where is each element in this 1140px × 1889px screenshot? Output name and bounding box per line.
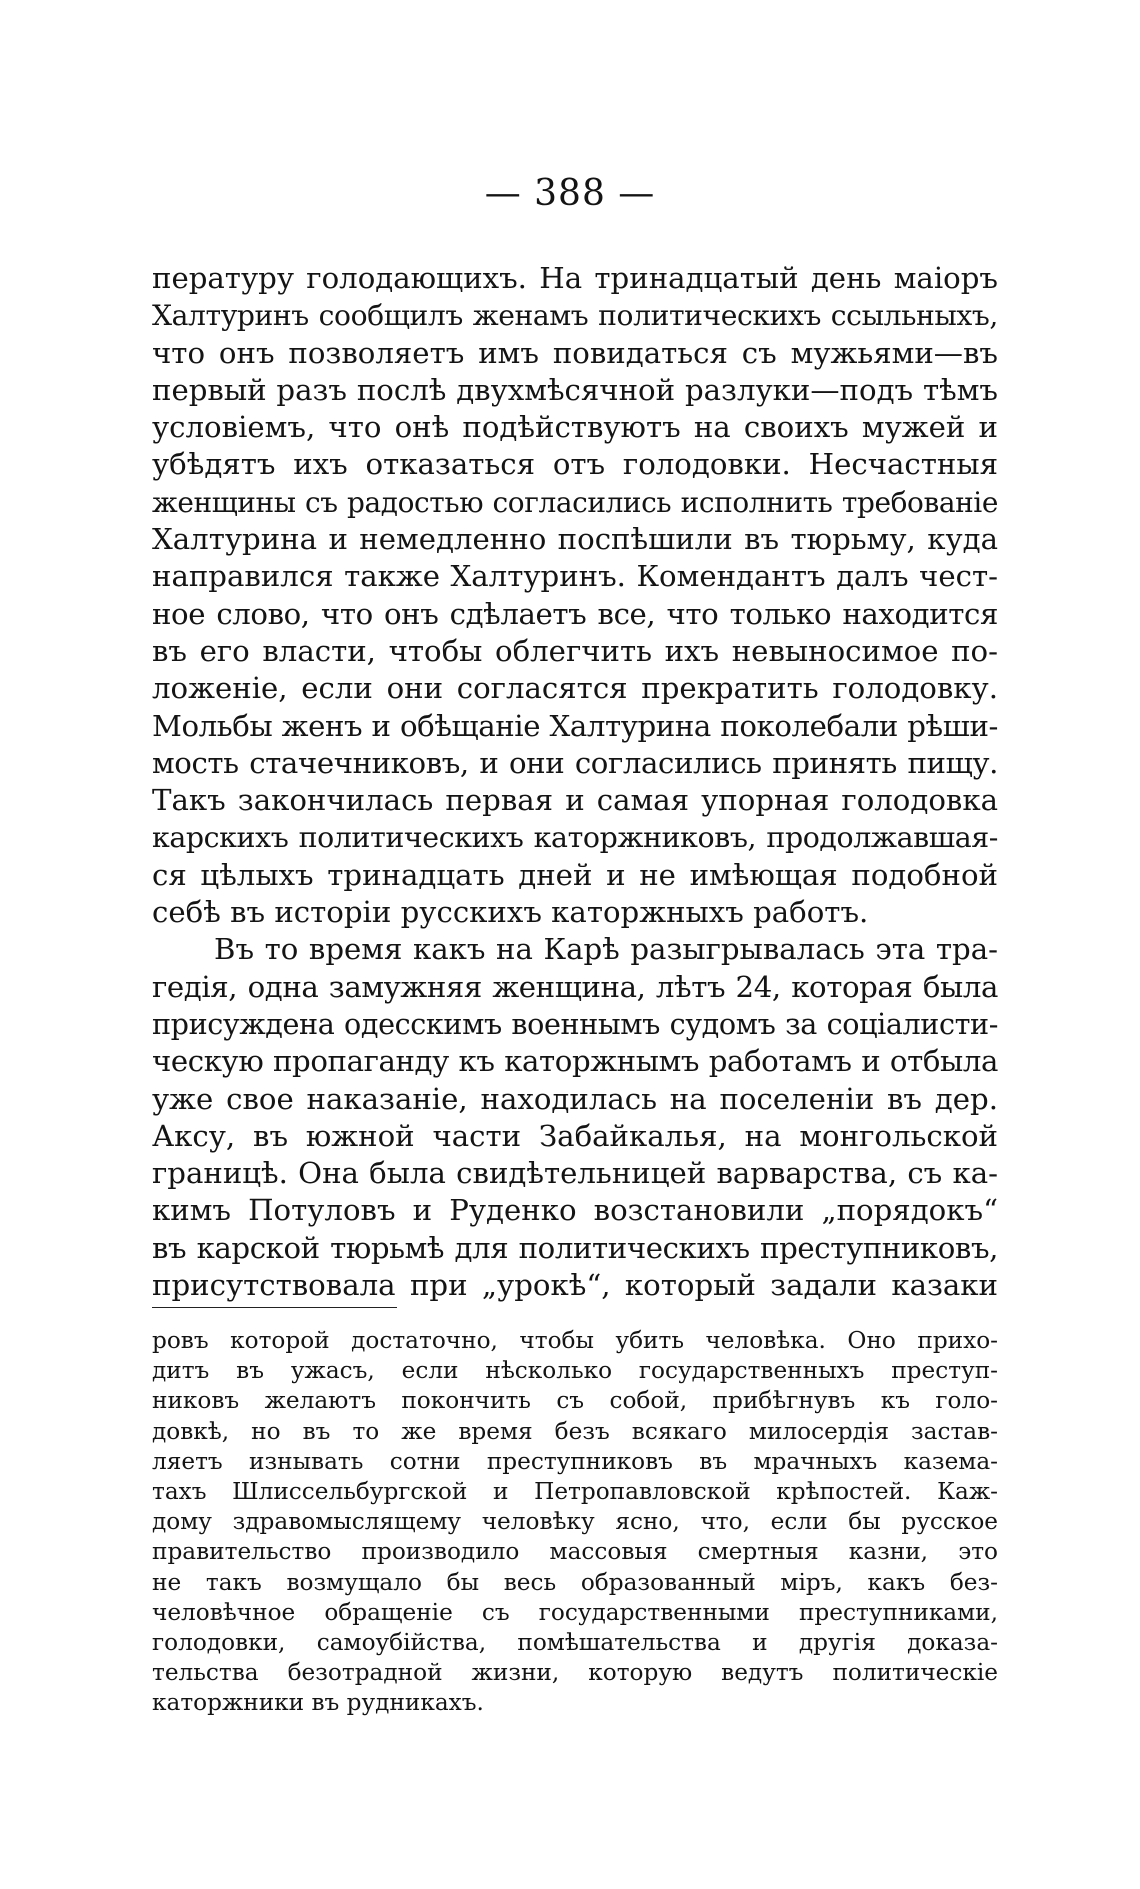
text-line: присутствовала при „урокѣ“, который задали казаки [152,1268,998,1303]
footnote-line: никовъ желаютъ покончить съ собой, прибѣгнувъ къ голо- [152,1387,998,1415]
paragraph [152,260,998,931]
text-line: Такъ закончилась первая и самая упорная голодовка [152,783,998,818]
footnote-line: правительство производило массовыя смертныя казни, это [152,1538,998,1566]
footnote-line: ляетъ изнывать сотни преступниковъ въ мрачныхъ казема- [152,1447,998,1475]
text-line: гедiя, одна замужняя женщина, лѣтъ 24, которая была [152,969,998,1004]
text-line: кимъ Потуловъ и Руденко возстановили „порядокъ“ [152,1193,998,1228]
footnote-line: не такъ возмущало бы весь образованный мiръ, какъ без- [152,1568,998,1596]
footnote-line: человѣчное обращенiе съ государственными преступниками, [152,1598,998,1626]
text-line: Аксу, въ южной части Забайкалья, на монгольской [152,1118,998,1153]
text-line: ное слово, что онъ сдѣлаетъ все, что только находится [152,596,998,631]
text-line: въ его власти, чтобы облегчить ихъ невыносимое по- [152,633,998,668]
footnote-line: довкѣ, но въ то же время безъ всякаго милосердiя застав- [152,1417,998,1445]
text-line: карскихъ политическихъ каторжниковъ, продолжавшая- [152,821,998,855]
text-line: направился также Халтуринъ. Комендантъ далъ чест- [152,559,998,594]
footnote-line: каторжники въ рудникахъ. [152,1689,484,1717]
text-line: первый разъ послѣ двухмѣсячной разлуки—подъ тѣмъ [152,372,998,407]
paragraph [152,931,998,1304]
footnote-divider [152,1307,397,1308]
text-line: пературу голодающихъ. На тринадцатый день маiоръ [152,261,998,295]
text-line: присуждена одесскимъ военнымъ судомъ за соцiалисти- [152,1006,998,1041]
text-line: женщины съ радостью согласились исполнить требованiе [152,485,998,519]
text-line: уже свое наказанiе, находилась на поселенiи въ дер. [152,1081,998,1116]
text-line: въ карской тюрьмѣ для политическихъ преступниковъ, [152,1230,998,1265]
footnote [152,1326,998,1719]
text-line: границѣ. Она была свидѣтельницей варварства, съ ка- [152,1156,998,1191]
text-line: убѣдятъ ихъ отказаться отъ голодовки. Несчастныя [152,447,998,482]
text-line: ческую пропаганду къ каторжнымъ работамъ и отбыла [152,1044,998,1079]
footnote-line: ровъ которой достаточно, чтобы убить человѣка. Оно прихо- [152,1327,998,1354]
text-line: мость стачечниковъ, и они согласились принять пищу. [152,745,998,780]
page-number: — 388 — [484,173,656,214]
footnote-line: тельства безотрадной жизни, которую ведутъ политическiе [152,1659,998,1687]
text-line: условiемъ, что онѣ подѣйствуютъ на своихъ мужей и [152,410,998,445]
main-text [152,260,998,1304]
footnote-line: дому здравомыслящему человѣку ясно, что, если бы русское [152,1508,998,1536]
footnote-line: дитъ въ ужасъ, если нѣсколько государственныхъ преступ- [152,1357,998,1385]
text-line: Халтуринъ сообщилъ женамъ политическихъ ссыльныхъ, [152,299,998,333]
text-line: Мольбы женъ и обѣщанiе Халтурина поколебали рѣши- [152,708,998,743]
footnote-line: тахъ Шлиссельбургской и Петропавловской крѣпостей. Каж- [152,1478,998,1506]
text-line: что онъ позволяетъ имъ повидаться съ мужьями—въ [152,335,998,370]
text-line: Въ то время какъ на Карѣ разыгрывалась эта тра- [214,932,998,967]
text-line: себѣ въ исторiи русскихъ каторжныхъ работъ. [152,895,869,930]
text-line: Халтурина и немедленно поспѣшили въ тюрьму, куда [152,522,998,557]
footnote-line: голодовки, самоубiйства, помѣшательства и другiя доказа- [152,1629,998,1657]
text-line: ложенiе, если они согласятся прекратить голодовку. [152,671,998,706]
text-line: ся цѣлыхъ тринадцать дней и не имѣющая подобной [152,857,998,892]
